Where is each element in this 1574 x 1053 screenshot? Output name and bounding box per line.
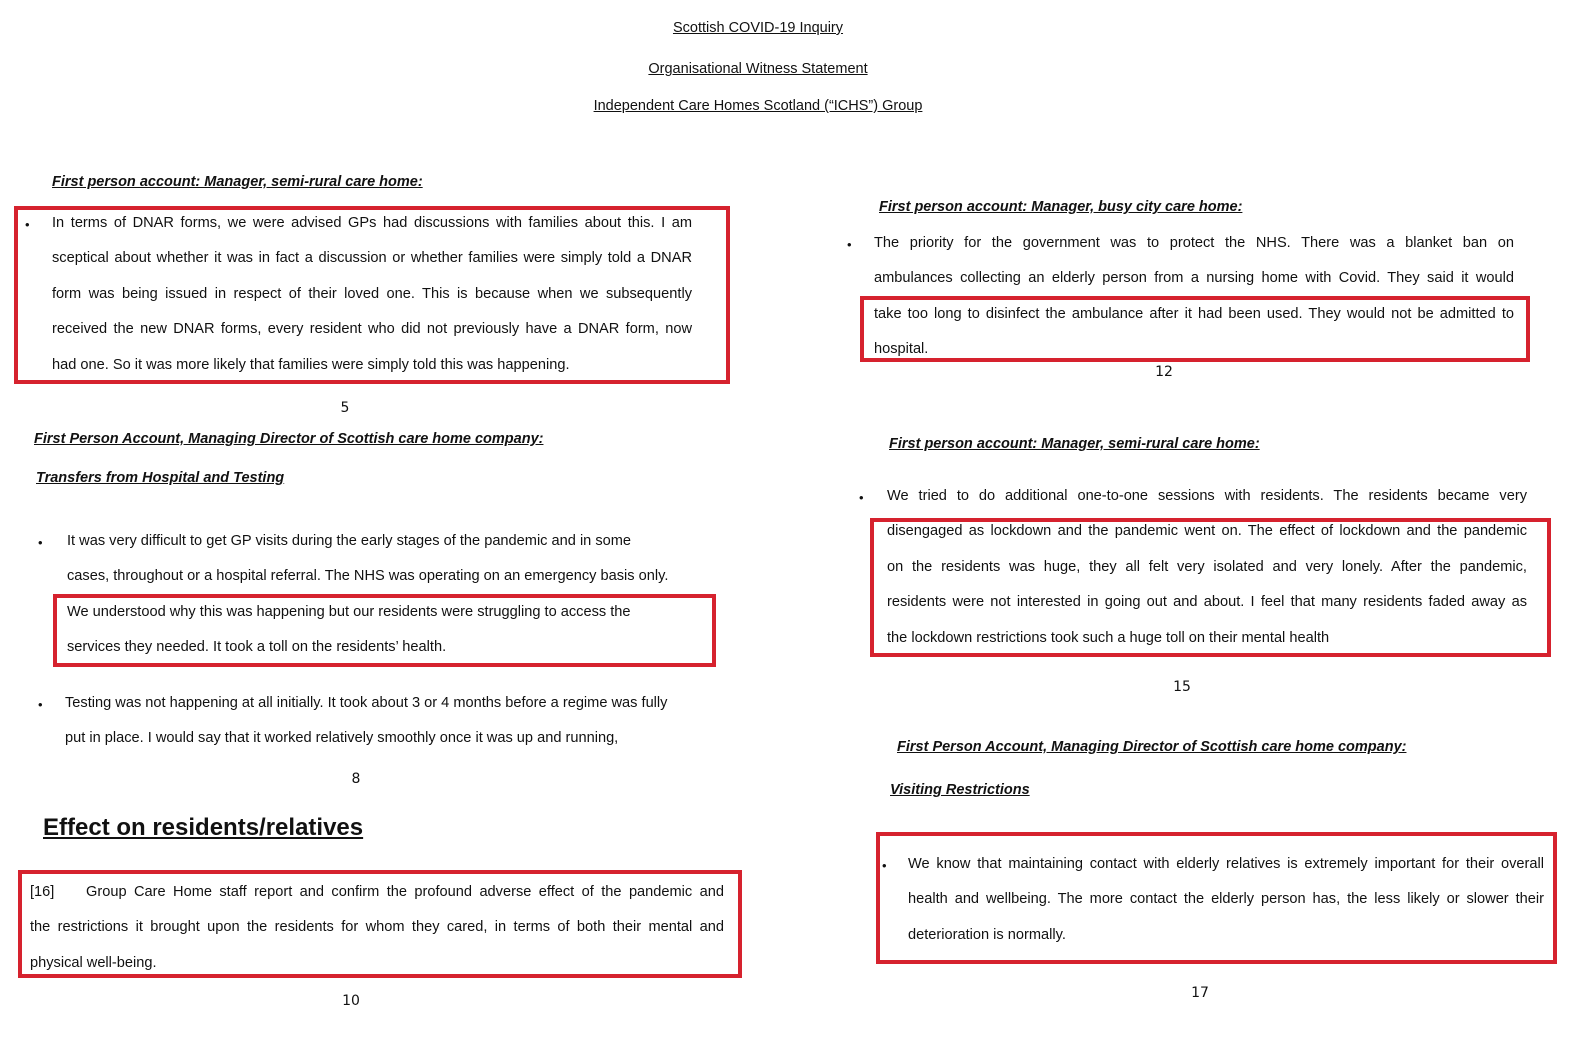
- paragraph-line: It was very difficult to get GP visits during the early stages of the pandemic and in some: [67, 533, 632, 549]
- excerpt-12-page-number: 12: [1155, 364, 1173, 380]
- paragraph-line: services they needed. It took a toll on the residents’ health.: [67, 639, 447, 656]
- paragraph-line: residents were not interested in going out and about. I feel that many residents faded away as: [887, 594, 1527, 611]
- paragraph-number: [16]: [30, 884, 55, 900]
- excerpt-17-paragraph: [908, 847, 1544, 953]
- excerpt-15-heading: First person account: Manager, semi-rural care home:: [889, 436, 1260, 452]
- excerpt-8-heading: First Person Account, Managing Director of Scottish care home company:: [34, 431, 544, 447]
- excerpt-12-heading: First person account: Manager, busy city care home:: [879, 199, 1243, 215]
- paragraph-line: take too long to disinfect the ambulance after it had been used. They would not be admitted to: [874, 305, 1514, 322]
- excerpt-15-paragraph: [887, 479, 1527, 656]
- paragraph-line: hospital.: [874, 341, 929, 358]
- document-subtitle: Organisational Witness Statement: [648, 61, 868, 77]
- excerpt-17-bullet: •: [882, 858, 887, 873]
- paragraph-line: put in place. I would say that it worked relatively smoothly once it was up and running,: [65, 730, 619, 747]
- excerpt-17-subheading: Visiting Restrictions: [890, 782, 1030, 798]
- paragraph-line: The priority for the government was to protect the NHS. There was a blanket ban on: [874, 235, 1514, 251]
- paragraph-line: We know that maintaining contact with elderly relatives is extremely important for their overall: [908, 856, 1544, 872]
- paragraph-line: form was being issued in respect of their loved one. This is because when we subsequently: [52, 285, 692, 302]
- excerpt-12-bullet: •: [847, 237, 852, 252]
- paragraph-line: We tried to do additional one-to-one sessions with residents. The residents became very: [887, 488, 1527, 504]
- paragraph-line: on the residents was huge, they all felt very isolated and very lonely. After the pandemic,: [887, 558, 1527, 575]
- paragraph-line: deterioration is normally.: [908, 926, 1066, 943]
- excerpt-8-subheading: Transfers from Hospital and Testing: [36, 470, 285, 486]
- excerpt-5-paragraph: [52, 206, 692, 383]
- paragraph-line: had one. So it was more likely that families were simply told this was happening.: [52, 356, 570, 373]
- paragraph-line: health and wellbeing. The more contact the elderly person has, the less likely or slower their: [908, 891, 1544, 908]
- paragraph-line: Testing was not happening at all initially. It took about 3 or 4 months before a regime was fully: [65, 695, 668, 711]
- paragraph-line: sceptical about whether it was in fact a discussion or whether families were simply told a DNAR: [52, 250, 692, 267]
- paragraph-text: Group Care Home staff report and confirm the profound adverse effect of the pandemic and: [86, 884, 724, 900]
- excerpt-5-bullet: •: [25, 217, 30, 232]
- paragraph-line: [30, 875, 724, 910]
- excerpt-17-page-number: 17: [1191, 985, 1209, 1001]
- excerpt-15-page-number: 15: [1173, 679, 1191, 695]
- paragraph-line: In terms of DNAR forms, we were advised GPs had discussions with families about this. I am: [52, 215, 692, 231]
- excerpt-15-bullet: •: [859, 490, 864, 505]
- excerpt-5-page-number: 5: [340, 400, 350, 416]
- excerpt-10-paragraph: [30, 875, 724, 981]
- paragraph-line: disengaged as lockdown and the pandemic went on. The effect of lockdown and the pandemic: [887, 523, 1527, 540]
- paragraph-line: ambulances collecting an elderly person from a nursing home with Covid. They said it would: [874, 270, 1514, 287]
- section-title: Effect on residents/relatives: [43, 814, 364, 841]
- paragraph-line: cases, throughout or a hospital referral. The NHS was operating on an emergency basis only.: [67, 568, 669, 585]
- excerpt-5-heading: First person account: Manager, semi-rural care home:: [52, 174, 423, 190]
- excerpt-8-bullet: •: [38, 697, 43, 712]
- paragraph-line: the restrictions it brought upon the residents for whom they cared, in terms of both their mental and: [30, 919, 724, 936]
- excerpt-8-page-number: 8: [351, 771, 361, 787]
- paragraph-line: the lockdown restrictions took such a huge toll on their mental health: [887, 629, 1330, 646]
- document-title: Scottish COVID-19 Inquiry: [672, 20, 844, 36]
- excerpt-17-heading: First Person Account, Managing Director of Scottish care home company:: [897, 739, 1407, 755]
- paragraph-line: physical well-being.: [30, 954, 157, 971]
- paragraph-line: received the new DNAR forms, every resident who did not previously have a DNAR form, now: [52, 321, 692, 338]
- excerpt-8-bullet: •: [38, 535, 43, 550]
- organisation-name: Independent Care Homes Scotland (“ICHS”) Group: [593, 98, 923, 114]
- excerpt-10-page-number: 10: [342, 993, 360, 1009]
- excerpt-12-paragraph: [874, 226, 1514, 368]
- paragraph-line: We understood why this was happening but our residents were struggling to access the: [67, 603, 631, 620]
- excerpt-8-paragraph-1: [67, 524, 703, 666]
- excerpt-8-paragraph-2: [65, 686, 705, 757]
